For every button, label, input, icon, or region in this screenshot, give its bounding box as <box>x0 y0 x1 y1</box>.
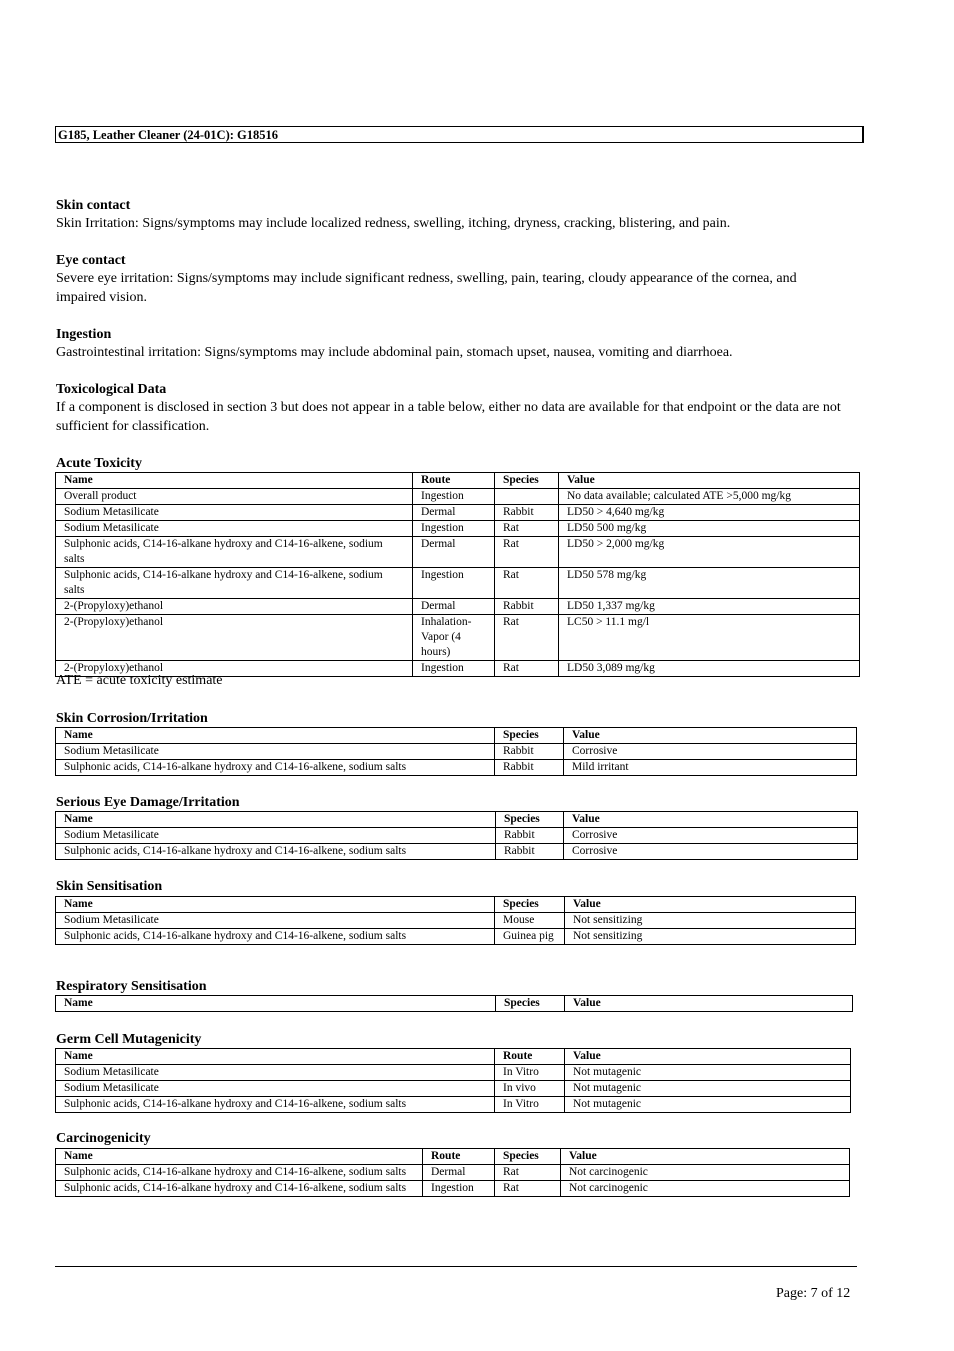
column-header: Species <box>495 473 559 489</box>
table-header-row <box>56 996 853 1012</box>
table-row <box>56 489 860 505</box>
table-cell: LD50 500 mg/kg <box>559 521 860 537</box>
column-header: Name <box>56 1149 423 1165</box>
acute-toxicity-heading: Acute Toxicity <box>56 456 142 471</box>
table-row <box>56 744 857 760</box>
table-cell: Sodium Metasilicate <box>56 521 413 537</box>
table-cell: Corrosive <box>564 744 857 760</box>
column-header: Value <box>559 473 860 489</box>
table-cell: In vivo <box>495 1081 565 1097</box>
table-cell: Sodium Metasilicate <box>56 744 495 760</box>
table-cell: Not carcinogenic <box>561 1165 850 1181</box>
column-header: Species <box>495 1149 561 1165</box>
table-row <box>56 828 858 844</box>
table-row <box>56 1097 851 1113</box>
skin-contact-text: Skin Irritation: Signs/symptoms may include localized redness, swelling, itching, dryness, cracking, blistering, and pain. <box>56 216 731 231</box>
table-cell: LD50 3,089 mg/kg <box>559 661 860 677</box>
table-cell: Dermal <box>423 1165 495 1181</box>
table-cell: Sulphonic acids, C14-16-alkane hydroxy and C14-16-alkene, sodium salts <box>56 537 413 568</box>
table-cell: Not sensitizing <box>565 913 856 929</box>
column-header: Name <box>56 728 495 744</box>
table-cell: Rat <box>495 568 559 599</box>
ingestion-heading: Ingestion <box>56 327 112 342</box>
table-cell: In Vitro <box>495 1065 565 1081</box>
column-header: Value <box>565 1049 851 1065</box>
column-header: Name <box>56 473 413 489</box>
column-header: Name <box>56 897 495 913</box>
table-cell: Not mutagenic <box>565 1065 851 1081</box>
table-cell: Sodium Metasilicate <box>56 828 496 844</box>
table-row <box>56 844 858 860</box>
table-cell: Rabbit <box>496 828 564 844</box>
eye-contact-heading: Eye contact <box>56 253 126 268</box>
table-cell: LD50 578 mg/kg <box>559 568 860 599</box>
table-row <box>56 929 856 945</box>
column-header: Route <box>495 1049 565 1065</box>
table-cell: Rat <box>495 615 559 661</box>
column-header: Species <box>495 897 565 913</box>
table-cell: Corrosive <box>564 828 858 844</box>
table-row <box>56 537 860 568</box>
document-header: G185, Leather Cleaner (24-01C): G18516 <box>55 126 864 143</box>
table-cell: Rabbit <box>495 760 564 776</box>
acute-toxicity-table <box>55 472 860 677</box>
table-cell: Not sensitizing <box>565 929 856 945</box>
ingestion-text: Gastrointestinal irritation: Signs/symptoms may include abdominal pain, stomach upset, nausea, vomiting and diarrhoea. <box>56 345 733 360</box>
table-cell: Sulphonic acids, C14-16-alkane hydroxy and C14-16-alkene, sodium salts <box>56 1097 495 1113</box>
table-cell: Sulphonic acids, C14-16-alkane hydroxy and C14-16-alkene, sodium salts <box>56 844 496 860</box>
table-cell: Dermal <box>413 505 495 521</box>
table-header-row <box>56 812 858 828</box>
column-header: Species <box>495 728 564 744</box>
table-cell: LC50 > 11.1 mg/l <box>559 615 860 661</box>
table-cell: Sodium Metasilicate <box>56 1065 495 1081</box>
table-cell: Rabbit <box>495 505 559 521</box>
table-row <box>56 521 860 537</box>
table-cell: LD50 1,337 mg/kg <box>559 599 860 615</box>
table-row <box>56 1181 850 1197</box>
table-row <box>56 568 860 599</box>
table-cell: Dermal <box>413 537 495 568</box>
table-cell: Rabbit <box>495 599 559 615</box>
column-header: Name <box>56 812 496 828</box>
table-cell: Rat <box>495 537 559 568</box>
table-cell: Ingestion <box>413 661 495 677</box>
table-cell: Rabbit <box>496 844 564 860</box>
table-cell: Ingestion <box>413 521 495 537</box>
table-row <box>56 599 860 615</box>
table-cell <box>495 489 559 505</box>
table-row <box>56 760 857 776</box>
table-cell: Rat <box>495 521 559 537</box>
skin-contact-heading: Skin contact <box>56 198 131 213</box>
table-cell: Dermal <box>413 599 495 615</box>
table-cell: In Vitro <box>495 1097 565 1113</box>
eye-damage-table <box>55 811 858 860</box>
tox-data-heading: Toxicological Data <box>56 382 167 397</box>
table-header-row <box>56 1049 851 1065</box>
germ-cell-table <box>55 1048 851 1113</box>
skin-sensitisation-table <box>55 896 856 945</box>
table-cell: Sodium Metasilicate <box>56 1081 495 1097</box>
table-row <box>56 1065 851 1081</box>
column-header: Value <box>565 996 853 1012</box>
table-row <box>56 913 856 929</box>
skin-sensitisation-heading: Skin Sensitisation <box>56 879 163 894</box>
table-cell: Mouse <box>495 913 565 929</box>
tox-data-text: If a component is disclosed in section 3 but does not appear in a table below, either no data are available for that endpoint or the data are not sufficient for classification. <box>56 400 841 434</box>
table-cell: Sulphonic acids, C14-16-alkane hydroxy and C14-16-alkene, sodium salts <box>56 929 495 945</box>
table-cell: Inhalation-Vapor (4 hours) <box>413 615 495 661</box>
skin-corrosion-table <box>55 727 857 776</box>
germ-cell-heading: Germ Cell Mutagenicity <box>56 1032 202 1047</box>
column-header: Species <box>496 996 565 1012</box>
table-cell: Ingestion <box>413 568 495 599</box>
column-header: Value <box>565 897 856 913</box>
table-cell: Sulphonic acids, C14-16-alkane hydroxy and C14-16-alkene, sodium salts <box>56 1181 423 1197</box>
table-row <box>56 615 860 661</box>
footer-divider <box>55 1266 857 1267</box>
table-cell: Sulphonic acids, C14-16-alkane hydroxy and C14-16-alkene, sodium salts <box>56 568 413 599</box>
ate-note: ATE = acute toxicity estimate <box>56 673 223 688</box>
table-cell: Ingestion <box>423 1181 495 1197</box>
table-row <box>56 1081 851 1097</box>
table-cell: Ingestion <box>413 489 495 505</box>
table-cell: LD50 > 2,000 mg/kg <box>559 537 860 568</box>
carcinogenicity-heading: Carcinogenicity <box>56 1131 151 1146</box>
table-row <box>56 1165 850 1181</box>
table-cell: Rat <box>495 1181 561 1197</box>
page-number: Page: 7 of 12 <box>776 1286 851 1301</box>
column-header: Value <box>564 812 858 828</box>
table-cell: Rat <box>495 661 559 677</box>
eye-damage-heading: Serious Eye Damage/Irritation <box>56 795 240 810</box>
table-cell: 2-(Propyloxy)ethanol <box>56 615 413 661</box>
table-cell: 2-(Propyloxy)ethanol <box>56 661 413 677</box>
table-cell: No data available; calculated ATE >5,000 mg/kg <box>559 489 860 505</box>
column-header: Value <box>561 1149 850 1165</box>
table-cell: Mild irritant <box>564 760 857 776</box>
column-header: Name <box>56 996 496 1012</box>
table-cell: Sulphonic acids, C14-16-alkane hydroxy and C14-16-alkene, sodium salts <box>56 1165 423 1181</box>
carcinogenicity-table <box>55 1148 850 1197</box>
eye-contact-text: Severe eye irritation: Signs/symptoms may include significant redness, swelling, pain, tearing, cloudy appearance of the cornea, and impaired vision. <box>56 271 797 305</box>
column-header: Species <box>496 812 564 828</box>
table-cell: 2-(Propyloxy)ethanol <box>56 599 413 615</box>
table-cell: LD50 > 4,640 mg/kg <box>559 505 860 521</box>
table-header-row <box>56 473 860 489</box>
table-header-row <box>56 897 856 913</box>
table-cell: Guinea pig <box>495 929 565 945</box>
table-cell: Not mutagenic <box>565 1097 851 1113</box>
column-header: Value <box>564 728 857 744</box>
resp-sensitisation-heading: Respiratory Sensitisation <box>56 979 207 994</box>
table-cell: Sodium Metasilicate <box>56 913 495 929</box>
table-header-row <box>56 1149 850 1165</box>
table-cell: Not mutagenic <box>565 1081 851 1097</box>
column-header: Name <box>56 1049 495 1065</box>
table-cell: Rabbit <box>495 744 564 760</box>
table-cell: Sodium Metasilicate <box>56 505 413 521</box>
table-cell: Overall product <box>56 489 413 505</box>
column-header: Route <box>423 1149 495 1165</box>
table-cell: Sulphonic acids, C14-16-alkane hydroxy and C14-16-alkene, sodium salts <box>56 760 495 776</box>
table-header-row <box>56 728 857 744</box>
column-header: Route <box>413 473 495 489</box>
resp-sensitisation-table <box>55 995 853 1012</box>
table-row <box>56 505 860 521</box>
skin-corrosion-heading: Skin Corrosion/Irritation <box>56 711 208 726</box>
table-cell: Rat <box>495 1165 561 1181</box>
table-cell: Not carcinogenic <box>561 1181 850 1197</box>
table-cell: Corrosive <box>564 844 858 860</box>
